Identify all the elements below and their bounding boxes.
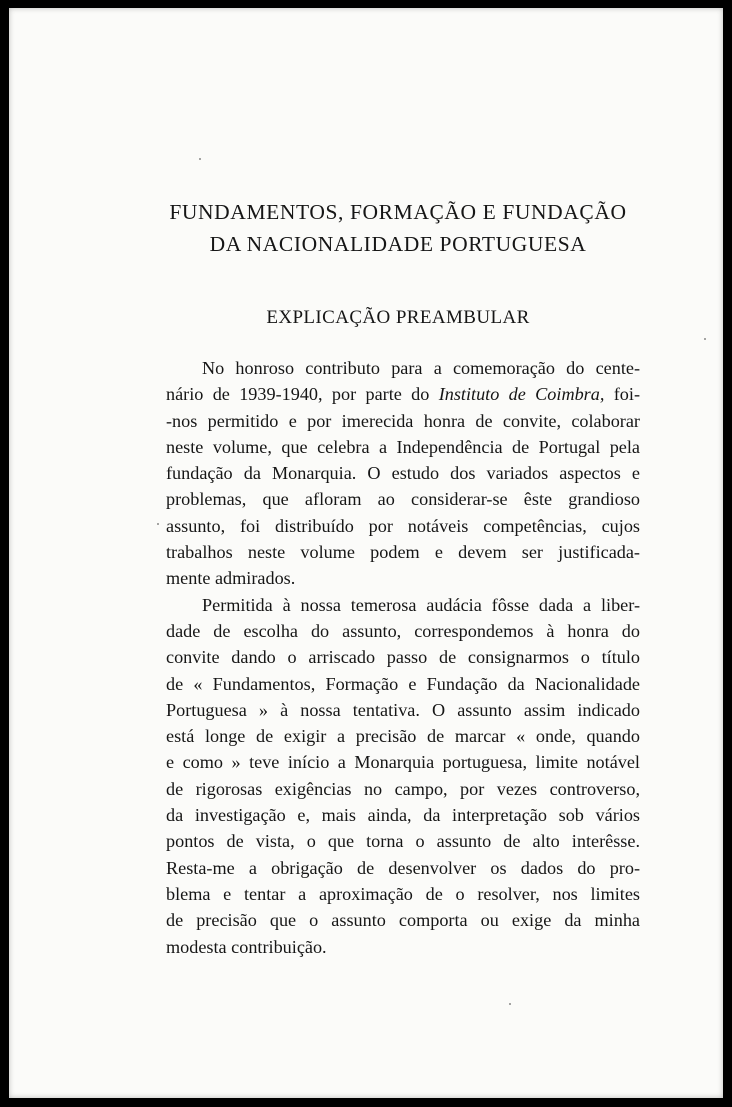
body-text — [166, 355, 640, 960]
text-line: trabalhos neste volume podem e devem ser justificada- — [166, 542, 640, 563]
text-fragment: nário de 1939-1940, por parte do — [166, 384, 439, 405]
text-line: modesta contribuição. — [166, 936, 327, 957]
text-line: convite dando o arriscado passo de consignarmos o título — [166, 647, 640, 668]
text-line: de « Fundamentos, Formação e Fundação da Nacionalidade — [166, 673, 640, 694]
text-line: No honroso contributo para a comemoração do cente- — [202, 358, 640, 378]
paragraph-1 — [166, 355, 640, 592]
text-line: mente admirados. — [166, 568, 296, 589]
text-fragment: foi- — [604, 384, 641, 405]
text-line: Portuguesa » à nossa tentativa. O assunto assim indicado — [166, 699, 640, 720]
section-heading: EXPLICAÇÃO PREAMBULAR — [266, 307, 530, 328]
text-line: de precisão que o assunto comporta ou exige da minha — [166, 910, 640, 931]
italic-institution-name: Instituto de Coimbra, — [438, 384, 605, 405]
text-line: -nos permitido e por imerecida honra de convite, colaborar — [166, 410, 640, 431]
text-line: e como » teve início a Monarquia portuguesa, limite notável — [166, 752, 640, 773]
document-title — [156, 196, 640, 260]
text-line: Resta-me a obrigação de desenvolver os dados do pro- — [166, 857, 640, 878]
text-line: neste volume, que celebra a Independência de Portugal pela — [166, 436, 640, 457]
title-line-2: DA NACIONALIDADE PORTUGUESA — [209, 232, 587, 256]
text-line: dade de escolha do assunto, correspondemos à honra do — [166, 620, 640, 641]
text-line: Permitida à nossa temerosa audácia fôsse dada a liber- — [202, 594, 640, 615]
text-line: de rigorosas exigências no campo, por vezes controverso, — [166, 778, 640, 799]
text-line: fundação da Monarquia. O estudo dos variados aspectos e — [166, 463, 640, 484]
text-line: problemas, que afloram ao considerar-se êste grandioso — [166, 489, 640, 510]
paragraph-2 — [166, 592, 640, 960]
text-line — [166, 381, 640, 407]
text-line: da investigação e, mais ainda, da interpretação sob vários — [166, 805, 640, 826]
text-line: blema e tentar a aproximação de o resolver, nos limites — [166, 883, 640, 904]
title-line-1: FUNDAMENTOS, FORMAÇÃO E FUNDAÇÃO — [169, 200, 627, 224]
text-line: assunto, foi distribuído por notáveis competências, cujos — [166, 515, 640, 536]
text-line: pontos de vista, o que torna o assunto de alto interêsse. — [166, 831, 640, 852]
text-line: está longe de exigir a precisão de marcar « onde, quando — [166, 726, 640, 747]
